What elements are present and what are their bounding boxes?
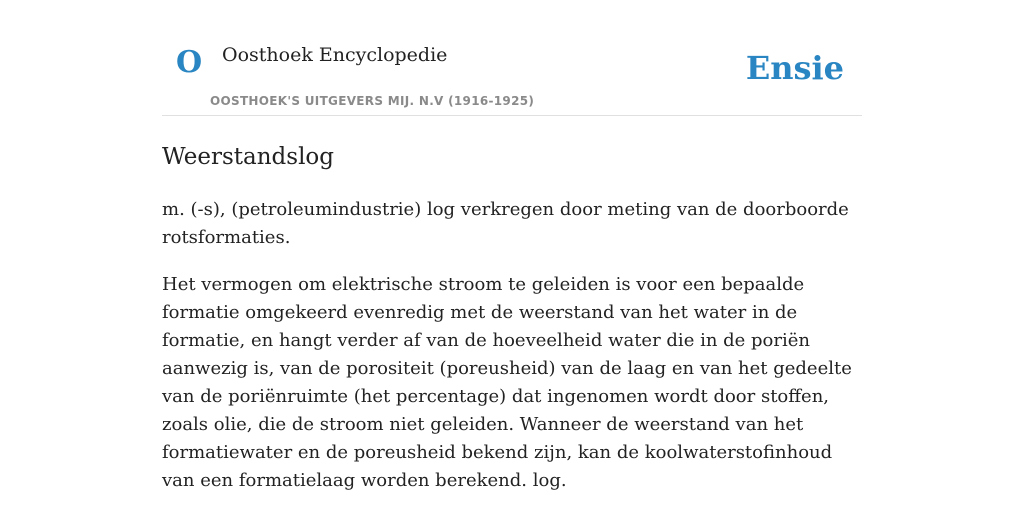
entry-paragraph: m. (-s), (petroleumindustrie) log verkregen door meting van de doorboorde rotsformaties. [162, 199, 849, 248]
encyclopedia-logo[interactable]: O [176, 45, 203, 80]
page [162, 0, 862, 495]
header [162, 0, 862, 116]
encyclopedia-title[interactable]: Oosthoek Encyclopedie [222, 44, 448, 66]
entry-paragraph: Het vermogen om elektrische stroom te geleiden is voor een bepaalde formatie omgekeerd evenredig met de weerstand van het water in de formatie, en hangt verder af van de hoeveelheid water die in de poriën aanwezig is, van de porositeit (poreusheid) van de laag en van het gedeelte van de poriënruimte (het percentage) dat ingenomen wordt door stoffen, zoals olie, die de stroom niet geleiden. Wanneer de weerstand van het formatiewater en de poreusheid bekend zijn, kan de koolwaterstofinhoud van een formatielaag worden berekend. log. [162, 274, 852, 491]
publisher-label: OOSTHOEK'S UITGEVERS MIJ. N.V (1916-1925) [210, 94, 535, 108]
entry-headword: Weerstandslog [162, 144, 335, 170]
ensie-logo[interactable]: Ensie [745, 49, 844, 87]
